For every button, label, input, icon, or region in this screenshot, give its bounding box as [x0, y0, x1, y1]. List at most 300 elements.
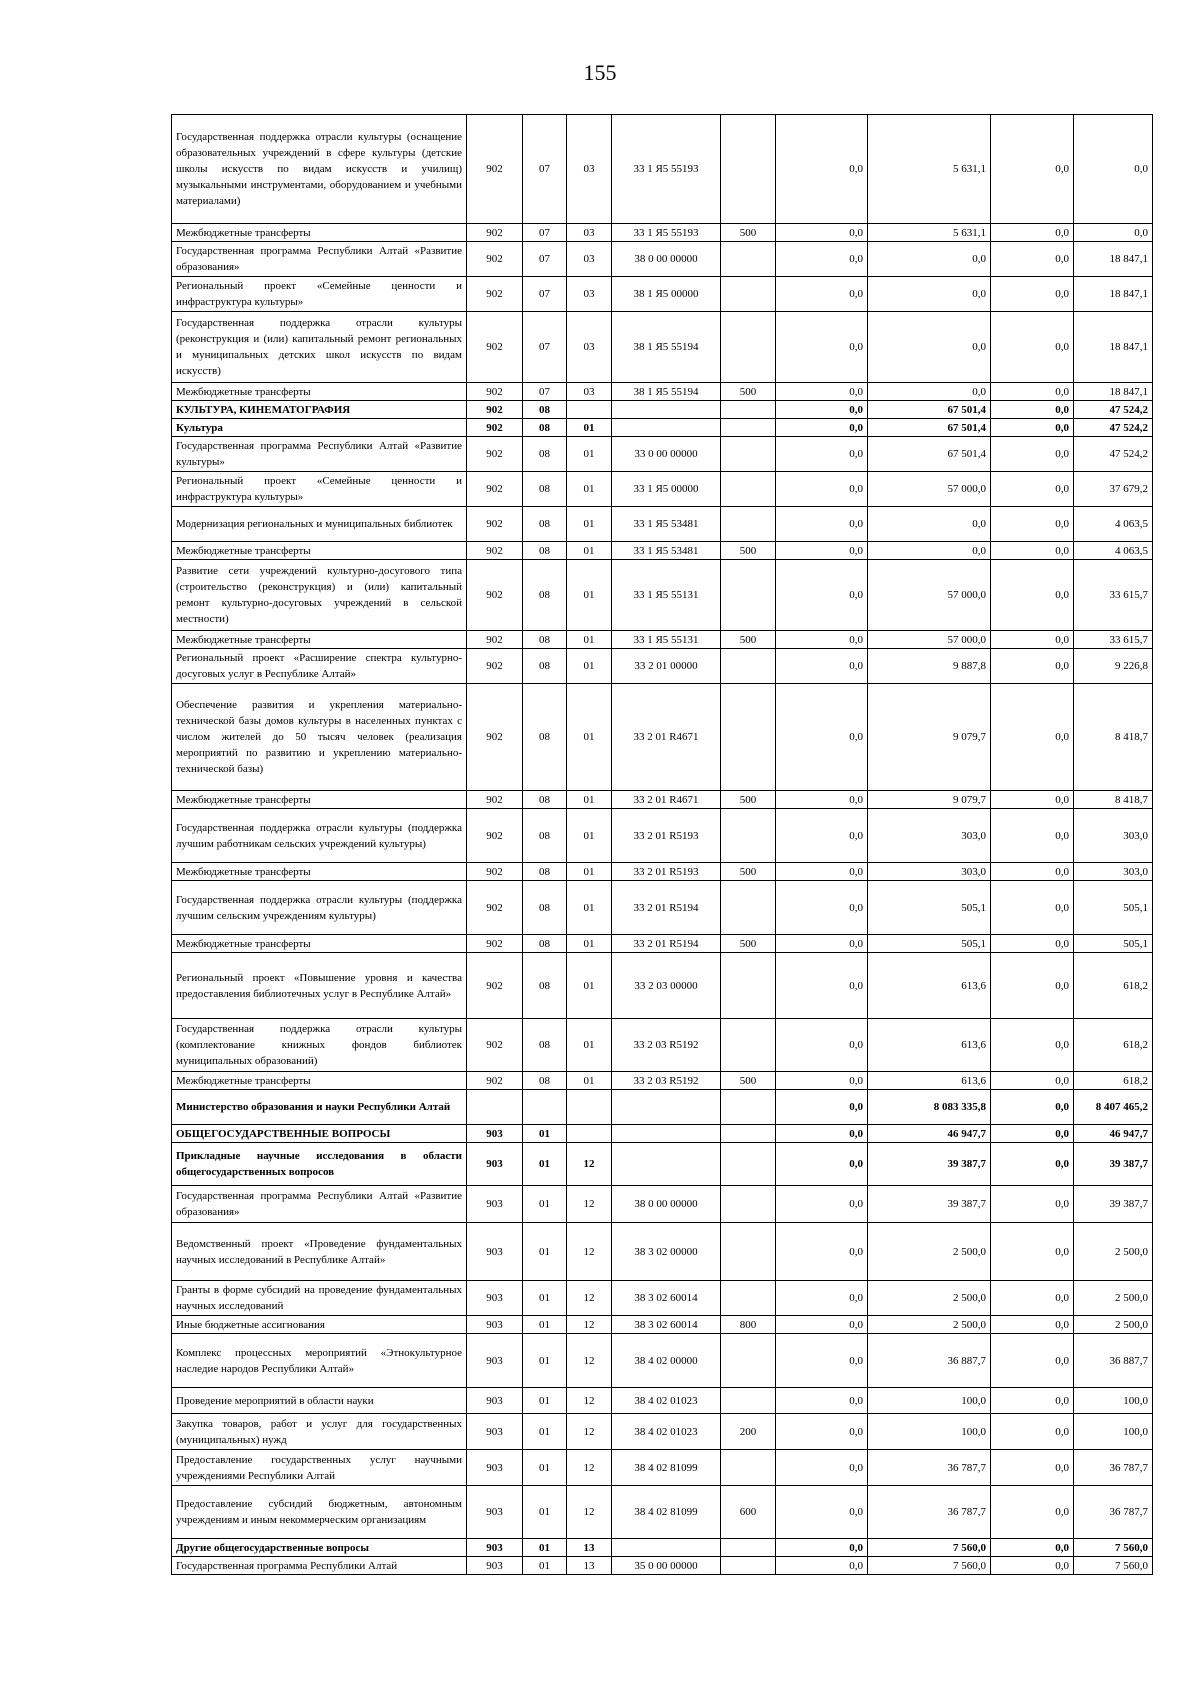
cell-value-3: 0,0: [991, 1223, 1074, 1281]
cell-name: Модернизация региональных и муниципальных библиотек: [172, 507, 467, 542]
cell-rz: 01: [523, 1334, 567, 1388]
cell-csr: 38 4 02 01023: [612, 1388, 721, 1414]
cell-value-3: 0,0: [991, 791, 1074, 809]
table-row: [172, 277, 1153, 312]
cell-value-4: 36 887,7: [1074, 1334, 1153, 1388]
cell-value-3: 0,0: [991, 312, 1074, 383]
cell-value-1: 0,0: [776, 1334, 868, 1388]
cell-pr: 01: [567, 507, 612, 542]
cell-csr: 35 0 00 00000: [612, 1557, 721, 1575]
cell-rz: 07: [523, 383, 567, 401]
cell-value-2: 36 887,7: [868, 1334, 991, 1388]
cell-value-4: 7 560,0: [1074, 1557, 1153, 1575]
cell-value-1: 0,0: [776, 1414, 868, 1450]
cell-csr: 33 2 03 00000: [612, 953, 721, 1019]
cell-name: Межбюджетные трансферты: [172, 863, 467, 881]
cell-value-1: 0,0: [776, 1316, 868, 1334]
cell-value-4: 47 524,2: [1074, 437, 1153, 472]
cell-value-3: 0,0: [991, 401, 1074, 419]
table-row: [172, 383, 1153, 401]
cell-csr: 38 1 Я5 00000: [612, 277, 721, 312]
cell-value-4: 8 407 465,2: [1074, 1090, 1153, 1125]
cell-value-3: 0,0: [991, 1143, 1074, 1186]
cell-csr: [612, 1090, 721, 1125]
cell-value-2: 5 631,1: [868, 224, 991, 242]
cell-vr: [721, 684, 776, 791]
cell-rz: 08: [523, 542, 567, 560]
cell-csr: 38 3 02 60014: [612, 1281, 721, 1316]
cell-gr: 903: [467, 1281, 523, 1316]
cell-pr: 01: [567, 791, 612, 809]
cell-value-4: 39 387,7: [1074, 1143, 1153, 1186]
cell-pr: 03: [567, 224, 612, 242]
cell-value-3: 0,0: [991, 1486, 1074, 1539]
cell-csr: 38 3 02 00000: [612, 1223, 721, 1281]
cell-value-1: 0,0: [776, 419, 868, 437]
table-row: [172, 953, 1153, 1019]
cell-value-1: 0,0: [776, 507, 868, 542]
table-row: [172, 1388, 1153, 1414]
cell-value-1: 0,0: [776, 472, 868, 507]
cell-value-1: 0,0: [776, 401, 868, 419]
table-row: [172, 560, 1153, 631]
cell-rz: 01: [523, 1539, 567, 1557]
cell-vr: 500: [721, 791, 776, 809]
cell-gr: 903: [467, 1539, 523, 1557]
table-row: [172, 935, 1153, 953]
cell-name: Обеспечение развития и укрепления материально-технической базы домов культуры в населенных пунктах с числом жителей до 50 тысяч человек (реализация мероприятий по развитию и укреплению материально-технической базы): [172, 684, 467, 791]
cell-vr: 600: [721, 1486, 776, 1539]
cell-value-2: 2 500,0: [868, 1223, 991, 1281]
cell-name: Министерство образования и науки Республики Алтай: [172, 1090, 467, 1125]
cell-rz: 01: [523, 1388, 567, 1414]
cell-name: Комплекс процессных мероприятий «Этнокультурное наследие народов Республики Алтай»: [172, 1334, 467, 1388]
cell-value-3: 0,0: [991, 383, 1074, 401]
cell-value-4: 303,0: [1074, 863, 1153, 881]
cell-value-1: 0,0: [776, 1539, 868, 1557]
cell-value-2: 0,0: [868, 542, 991, 560]
cell-csr: [612, 1125, 721, 1143]
cell-vr: [721, 1450, 776, 1486]
cell-value-3: 0,0: [991, 1072, 1074, 1090]
cell-pr: 03: [567, 383, 612, 401]
cell-pr: 01: [567, 419, 612, 437]
cell-gr: 902: [467, 1072, 523, 1090]
cell-name: Проведение мероприятий в области науки: [172, 1388, 467, 1414]
cell-value-3: 0,0: [991, 560, 1074, 631]
table-row: [172, 649, 1153, 684]
cell-value-2: 505,1: [868, 935, 991, 953]
cell-gr: 902: [467, 383, 523, 401]
cell-pr: 01: [567, 953, 612, 1019]
cell-value-3: 0,0: [991, 684, 1074, 791]
cell-gr: 903: [467, 1557, 523, 1575]
cell-name: Культура: [172, 419, 467, 437]
table-row: [172, 1557, 1153, 1575]
cell-value-2: 36 787,7: [868, 1486, 991, 1539]
cell-value-2: 67 501,4: [868, 437, 991, 472]
cell-rz: 07: [523, 312, 567, 383]
cell-name: Государственная поддержка отрасли культуры (реконструкция и (или) капитальный ремонт региональных и муниципальных детских школ искусств по видам искусств): [172, 312, 467, 383]
cell-vr: [721, 649, 776, 684]
cell-value-3: 0,0: [991, 419, 1074, 437]
cell-name: Межбюджетные трансферты: [172, 542, 467, 560]
cell-pr: 12: [567, 1281, 612, 1316]
cell-pr: 12: [567, 1388, 612, 1414]
table-row: [172, 1281, 1153, 1316]
cell-vr: [721, 419, 776, 437]
cell-pr: 01: [567, 935, 612, 953]
cell-value-4: 9 226,8: [1074, 649, 1153, 684]
cell-gr: 902: [467, 863, 523, 881]
cell-vr: [721, 507, 776, 542]
cell-csr: 33 1 Я5 55193: [612, 115, 721, 224]
cell-name: Прикладные научные исследования в области общегосударственных вопросов: [172, 1143, 467, 1186]
cell-value-4: 4 063,5: [1074, 507, 1153, 542]
cell-vr: [721, 953, 776, 1019]
cell-vr: [721, 1539, 776, 1557]
cell-value-3: 0,0: [991, 437, 1074, 472]
cell-vr: 500: [721, 631, 776, 649]
cell-vr: [721, 437, 776, 472]
cell-csr: 38 1 Я5 55194: [612, 383, 721, 401]
cell-value-1: 0,0: [776, 1281, 868, 1316]
cell-value-4: 618,2: [1074, 1019, 1153, 1072]
cell-name: ОБЩЕГОСУДАРСТВЕННЫЕ ВОПРОСЫ: [172, 1125, 467, 1143]
cell-pr: 01: [567, 809, 612, 863]
table-row: [172, 1143, 1153, 1186]
cell-gr: 902: [467, 472, 523, 507]
table-row: [172, 631, 1153, 649]
cell-value-1: 0,0: [776, 542, 868, 560]
cell-rz: [523, 1090, 567, 1125]
cell-gr: 902: [467, 224, 523, 242]
cell-vr: [721, 401, 776, 419]
cell-gr: 902: [467, 312, 523, 383]
cell-value-1: 0,0: [776, 1223, 868, 1281]
cell-csr: 33 1 Я5 55131: [612, 560, 721, 631]
cell-name: Предоставление субсидий бюджетным, автономным учреждениям и иным некоммерческим организациям: [172, 1486, 467, 1539]
cell-vr: [721, 1281, 776, 1316]
cell-gr: 903: [467, 1388, 523, 1414]
cell-pr: 12: [567, 1316, 612, 1334]
cell-pr: 01: [567, 472, 612, 507]
cell-vr: [721, 1125, 776, 1143]
table-row: [172, 437, 1153, 472]
cell-name: Государственная поддержка отрасли культуры (поддержка лучшим работникам сельских учреждений культуры): [172, 809, 467, 863]
cell-value-1: 0,0: [776, 277, 868, 312]
cell-rz: 01: [523, 1414, 567, 1450]
cell-value-2: 7 560,0: [868, 1539, 991, 1557]
table-row: [172, 1414, 1153, 1450]
cell-value-3: 0,0: [991, 1316, 1074, 1334]
table-row: [172, 1090, 1153, 1125]
cell-value-4: 36 787,7: [1074, 1450, 1153, 1486]
cell-name: Межбюджетные трансферты: [172, 791, 467, 809]
cell-gr: [467, 1090, 523, 1125]
cell-value-3: 0,0: [991, 1281, 1074, 1316]
cell-rz: 01: [523, 1281, 567, 1316]
cell-value-2: 2 500,0: [868, 1281, 991, 1316]
cell-pr: 12: [567, 1223, 612, 1281]
cell-value-4: 2 500,0: [1074, 1316, 1153, 1334]
cell-value-4: 2 500,0: [1074, 1281, 1153, 1316]
cell-gr: 902: [467, 401, 523, 419]
cell-value-1: 0,0: [776, 649, 868, 684]
cell-gr: 903: [467, 1334, 523, 1388]
cell-value-3: 0,0: [991, 1334, 1074, 1388]
cell-value-4: 2 500,0: [1074, 1223, 1153, 1281]
cell-value-1: 0,0: [776, 312, 868, 383]
cell-name: Другие общегосударственные вопросы: [172, 1539, 467, 1557]
cell-name: Предоставление государственных услуг научными учреждениями Республики Алтай: [172, 1450, 467, 1486]
cell-gr: 903: [467, 1486, 523, 1539]
cell-gr: 902: [467, 631, 523, 649]
cell-csr: 38 4 02 00000: [612, 1334, 721, 1388]
table-row: [172, 1186, 1153, 1223]
cell-rz: 01: [523, 1557, 567, 1575]
cell-gr: 902: [467, 507, 523, 542]
cell-rz: 08: [523, 863, 567, 881]
cell-value-4: 100,0: [1074, 1414, 1153, 1450]
cell-vr: [721, 1186, 776, 1223]
cell-value-2: 67 501,4: [868, 419, 991, 437]
cell-vr: [721, 472, 776, 507]
cell-value-3: 0,0: [991, 1019, 1074, 1072]
cell-value-1: 0,0: [776, 1486, 868, 1539]
cell-value-3: 0,0: [991, 507, 1074, 542]
cell-value-4: 8 418,7: [1074, 684, 1153, 791]
table-row: [172, 881, 1153, 935]
table-row: [172, 507, 1153, 542]
cell-rz: 08: [523, 419, 567, 437]
table-row: [172, 472, 1153, 507]
cell-name: Государственная программа Республики Алтай: [172, 1557, 467, 1575]
cell-value-3: 0,0: [991, 242, 1074, 277]
cell-gr: 902: [467, 809, 523, 863]
cell-value-4: 100,0: [1074, 1388, 1153, 1414]
cell-value-2: 100,0: [868, 1388, 991, 1414]
cell-gr: 903: [467, 1414, 523, 1450]
cell-value-4: 618,2: [1074, 1072, 1153, 1090]
cell-name: Государственная поддержка отрасли культуры (оснащение образовательных учреждений в сфере культуры (детские школы искусств по видам искусств и училищ) музыкальными инструментами, оборудованием и учебными материалами): [172, 115, 467, 224]
cell-value-4: 46 947,7: [1074, 1125, 1153, 1143]
cell-value-1: 0,0: [776, 631, 868, 649]
cell-pr: 13: [567, 1557, 612, 1575]
page-number: 155: [583, 60, 617, 85]
cell-value-2: 7 560,0: [868, 1557, 991, 1575]
cell-pr: 01: [567, 1019, 612, 1072]
cell-value-3: 0,0: [991, 935, 1074, 953]
cell-name: Государственная программа Республики Алтай «Развитие культуры»: [172, 437, 467, 472]
cell-pr: 12: [567, 1414, 612, 1450]
cell-rz: 08: [523, 684, 567, 791]
cell-name: Развитие сети учреждений культурно-досугового типа (строительство (реконструкция) и (или) капитальный ремонт культурно-досуговых учреждений в сельской местности): [172, 560, 467, 631]
cell-gr: 903: [467, 1450, 523, 1486]
cell-csr: [612, 1143, 721, 1186]
cell-gr: 902: [467, 560, 523, 631]
table-row: [172, 419, 1153, 437]
cell-vr: [721, 1019, 776, 1072]
cell-rz: 08: [523, 560, 567, 631]
cell-value-1: 0,0: [776, 437, 868, 472]
cell-value-1: 0,0: [776, 560, 868, 631]
cell-value-2: 57 000,0: [868, 631, 991, 649]
cell-value-2: 0,0: [868, 312, 991, 383]
cell-csr: 33 2 03 R5192: [612, 1072, 721, 1090]
cell-value-4: 47 524,2: [1074, 419, 1153, 437]
cell-value-3: 0,0: [991, 1388, 1074, 1414]
cell-vr: [721, 1223, 776, 1281]
cell-value-4: 618,2: [1074, 953, 1153, 1019]
cell-csr: 33 2 01 R5194: [612, 935, 721, 953]
cell-name: Межбюджетные трансферты: [172, 383, 467, 401]
cell-value-1: 0,0: [776, 1072, 868, 1090]
cell-value-4: 33 615,7: [1074, 560, 1153, 631]
cell-gr: 902: [467, 242, 523, 277]
cell-csr: 33 2 01 R4671: [612, 684, 721, 791]
cell-vr: [721, 242, 776, 277]
cell-rz: 08: [523, 1019, 567, 1072]
table-row: [172, 312, 1153, 383]
cell-value-2: 613,6: [868, 1019, 991, 1072]
cell-value-1: 0,0: [776, 809, 868, 863]
cell-name: Региональный проект «Повышение уровня и качества предоставления библиотечных услуг в Республике Алтай»: [172, 953, 467, 1019]
cell-pr: 12: [567, 1450, 612, 1486]
cell-value-2: 39 387,7: [868, 1143, 991, 1186]
table-row: [172, 224, 1153, 242]
cell-value-3: 0,0: [991, 1186, 1074, 1223]
cell-value-1: 0,0: [776, 224, 868, 242]
cell-value-2: 0,0: [868, 507, 991, 542]
cell-name: Межбюджетные трансферты: [172, 935, 467, 953]
cell-value-1: 0,0: [776, 1557, 868, 1575]
cell-vr: [721, 1388, 776, 1414]
cell-value-3: 0,0: [991, 542, 1074, 560]
cell-value-1: 0,0: [776, 953, 868, 1019]
cell-csr: 33 0 00 00000: [612, 437, 721, 472]
cell-value-4: 0,0: [1074, 224, 1153, 242]
cell-value-2: 9 887,8: [868, 649, 991, 684]
cell-value-3: 0,0: [991, 1414, 1074, 1450]
cell-vr: 500: [721, 542, 776, 560]
cell-csr: 38 4 02 81099: [612, 1450, 721, 1486]
cell-vr: 500: [721, 935, 776, 953]
cell-pr: 01: [567, 881, 612, 935]
cell-value-1: 0,0: [776, 1019, 868, 1072]
cell-vr: [721, 560, 776, 631]
table-row: [172, 863, 1153, 881]
cell-pr: 13: [567, 1539, 612, 1557]
cell-value-1: 0,0: [776, 242, 868, 277]
cell-csr: [612, 1539, 721, 1557]
cell-csr: 33 2 01 R5194: [612, 881, 721, 935]
cell-rz: 08: [523, 631, 567, 649]
cell-name: Государственная поддержка отрасли культуры (комплектование книжных фондов библиотек муниципальных образований): [172, 1019, 467, 1072]
cell-csr: 33 1 Я5 53481: [612, 507, 721, 542]
cell-csr: 33 1 Я5 00000: [612, 472, 721, 507]
cell-gr: 902: [467, 953, 523, 1019]
table-row: [172, 809, 1153, 863]
cell-value-4: 4 063,5: [1074, 542, 1153, 560]
cell-vr: [721, 312, 776, 383]
cell-name: Ведомственный проект «Проведение фундаментальных научных исследований в Республике Алтай»: [172, 1223, 467, 1281]
cell-pr: 01: [567, 542, 612, 560]
cell-value-4: 0,0: [1074, 115, 1153, 224]
cell-rz: 01: [523, 1186, 567, 1223]
cell-value-4: 18 847,1: [1074, 242, 1153, 277]
cell-vr: 500: [721, 224, 776, 242]
cell-rz: 08: [523, 472, 567, 507]
cell-name: Государственная поддержка отрасли культуры (поддержка лучшим сельским учреждениям культуры): [172, 881, 467, 935]
cell-gr: 902: [467, 791, 523, 809]
cell-vr: 500: [721, 1072, 776, 1090]
cell-value-1: 0,0: [776, 1450, 868, 1486]
cell-value-2: 9 079,7: [868, 791, 991, 809]
cell-value-2: 613,6: [868, 1072, 991, 1090]
cell-value-4: 18 847,1: [1074, 277, 1153, 312]
cell-csr: 33 2 03 R5192: [612, 1019, 721, 1072]
cell-pr: 01: [567, 437, 612, 472]
cell-value-2: 8 083 335,8: [868, 1090, 991, 1125]
cell-name: Государственная программа Республики Алтай «Развитие образования»: [172, 1186, 467, 1223]
cell-csr: 38 4 02 81099: [612, 1486, 721, 1539]
cell-value-2: 57 000,0: [868, 560, 991, 631]
cell-gr: 902: [467, 277, 523, 312]
cell-value-4: 505,1: [1074, 935, 1153, 953]
cell-rz: 08: [523, 881, 567, 935]
cell-gr: 902: [467, 881, 523, 935]
cell-value-2: 36 787,7: [868, 1450, 991, 1486]
cell-csr: 38 1 Я5 55194: [612, 312, 721, 383]
table-row: [172, 1316, 1153, 1334]
cell-rz: 01: [523, 1316, 567, 1334]
cell-gr: 903: [467, 1316, 523, 1334]
cell-value-4: 303,0: [1074, 809, 1153, 863]
cell-gr: 902: [467, 115, 523, 224]
cell-value-3: 0,0: [991, 953, 1074, 1019]
cell-value-2: 9 079,7: [868, 684, 991, 791]
cell-vr: 500: [721, 383, 776, 401]
cell-value-1: 0,0: [776, 684, 868, 791]
cell-value-2: 39 387,7: [868, 1186, 991, 1223]
cell-value-4: 7 560,0: [1074, 1539, 1153, 1557]
cell-rz: 07: [523, 115, 567, 224]
cell-rz: 08: [523, 437, 567, 472]
cell-rz: 08: [523, 401, 567, 419]
cell-pr: 12: [567, 1143, 612, 1186]
cell-name: КУЛЬТУРА, КИНЕМАТОГРАФИЯ: [172, 401, 467, 419]
cell-value-1: 0,0: [776, 863, 868, 881]
cell-value-3: 0,0: [991, 224, 1074, 242]
cell-rz: 08: [523, 935, 567, 953]
cell-vr: [721, 809, 776, 863]
cell-csr: 38 4 02 01023: [612, 1414, 721, 1450]
cell-name: Иные бюджетные ассигнования: [172, 1316, 467, 1334]
cell-value-3: 0,0: [991, 649, 1074, 684]
cell-value-3: 0,0: [991, 1125, 1074, 1143]
cell-gr: 902: [467, 935, 523, 953]
cell-value-3: 0,0: [991, 631, 1074, 649]
cell-vr: [721, 881, 776, 935]
cell-value-2: 0,0: [868, 383, 991, 401]
cell-value-3: 0,0: [991, 863, 1074, 881]
cell-rz: 08: [523, 649, 567, 684]
cell-gr: 902: [467, 649, 523, 684]
cell-csr: 33 2 01 R4671: [612, 791, 721, 809]
cell-value-4: 8 418,7: [1074, 791, 1153, 809]
cell-vr: [721, 1557, 776, 1575]
